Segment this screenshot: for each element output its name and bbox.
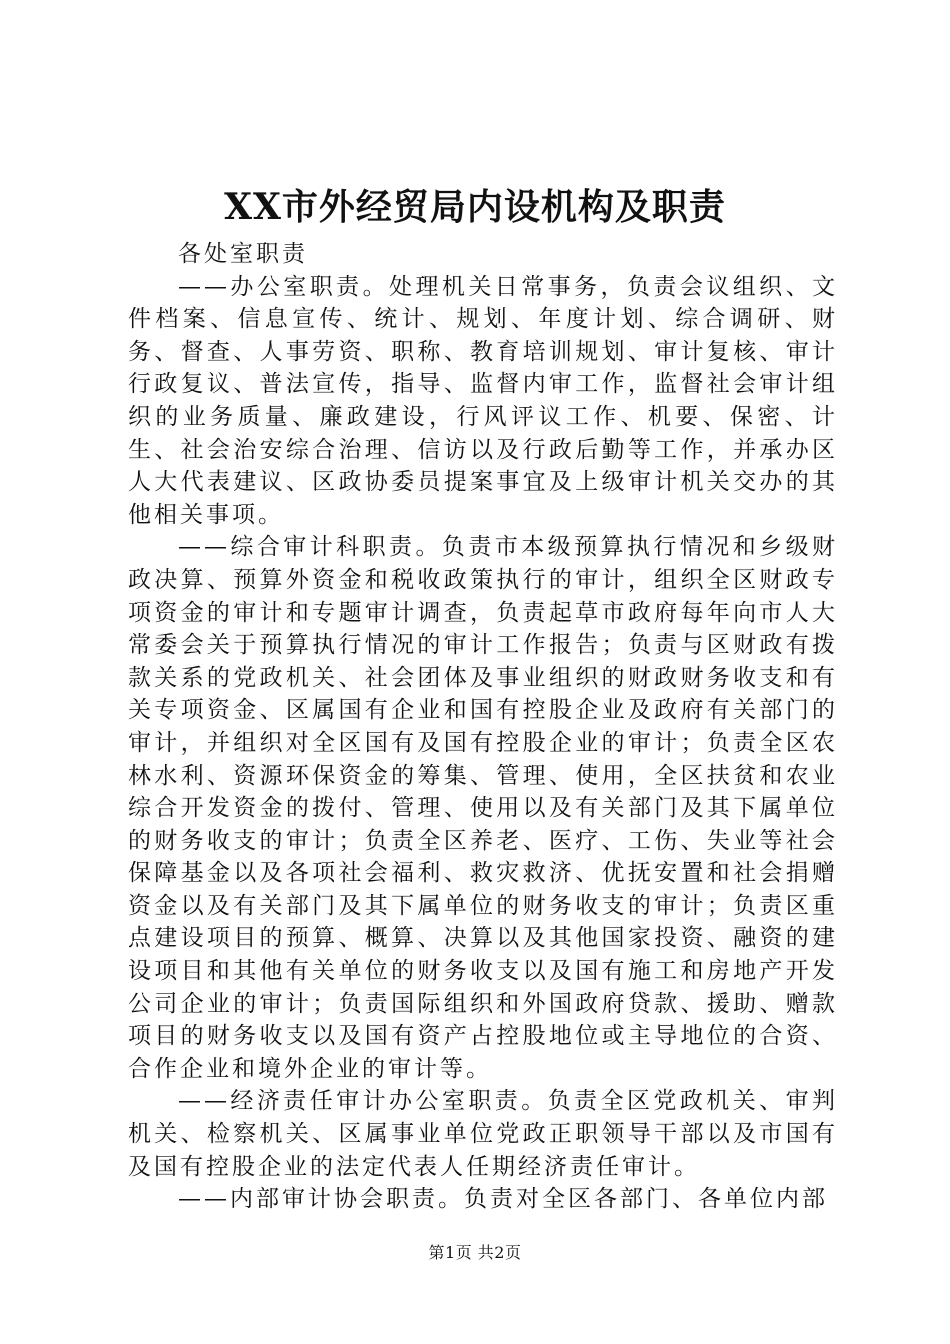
paragraph-economic-responsibility-audit-duties: ——经济责任审计办公室职责。负责全区党政机关、审判机关、检察机关、区属事业单位党政正职领导干部以及市国有及国有控股企业的法定代表人任期经济责任审计。 [128, 1088, 838, 1180]
document-title: XX市外经贸局内设机构及职责 [224, 186, 726, 228]
section-heading: 各处室职责 [178, 241, 308, 267]
page-number-footer: 第1页 共2页 [428, 1243, 522, 1262]
paragraph-comprehensive-audit-duties: ——综合审计科职责。负责市本级预算执行情况和乡级财政决算、预算外资金和税收政策执行的审计，组织全区财政专项资金的审计和专题审计调查，负责起草市政府每年向市人大常委会关于预算执行情况的审计工作报告；负责与区财政有拨款关系的党政机关、社会团体及事业组织的财政财务收支和有关专项资金、区属国有企业和国有控股企业及政府有关部门的审计，并组织对全区国有及国有控股企业的审计；负责全区农林水利、资源环保资金的筹集、管理、使用，全区扶贫和农业综合开发资金的拨付、管理、使用以及有关部门及其下属单位的财务收支的审计；负责全区养老、医疗、工伤、失业等社会保障基金以及各项社会福利、救灾救济、优抚安置和社会捐赠资金以及有关部门及其下属单位的财务收支的审计；负责区重点建设项目的预算、概算、决算以及其他国家投资、融资的建设项目和其他有关单位的财务收支以及国有施工和房地产开发公司企业的审计；负责国际组织和外国政府贷款、援助、赠款项目的财务收支以及国有资产占控股地位或主导地位的合资、合作企业和境外企业的审计等。 [128, 534, 838, 1082]
document-body [128, 238, 838, 1216]
paragraph-internal-audit-association-duties: ——内部审计协会职责。负责对全区各部门、各单位内部 [178, 1186, 828, 1213]
paragraph-office-duties: ——办公室职责。处理机关日常事务，负责会议组织、文件档案、信息宣传、统计、规划、年度计划、综合调研、财务、督查、人事劳资、职称、教育培训规划、审计复核、审计行政复议、普法宣传，指导、监督内审工作，监督社会审计组织的业务质量、廉政建设，行风评议工作、机要、保密、计生、社会治安综合治理、信访以及行政后勤等工作，并承办区人大代表建议、区政协委员提案事宜及上级审计机关交办的其他相关事项。 [128, 273, 838, 528]
